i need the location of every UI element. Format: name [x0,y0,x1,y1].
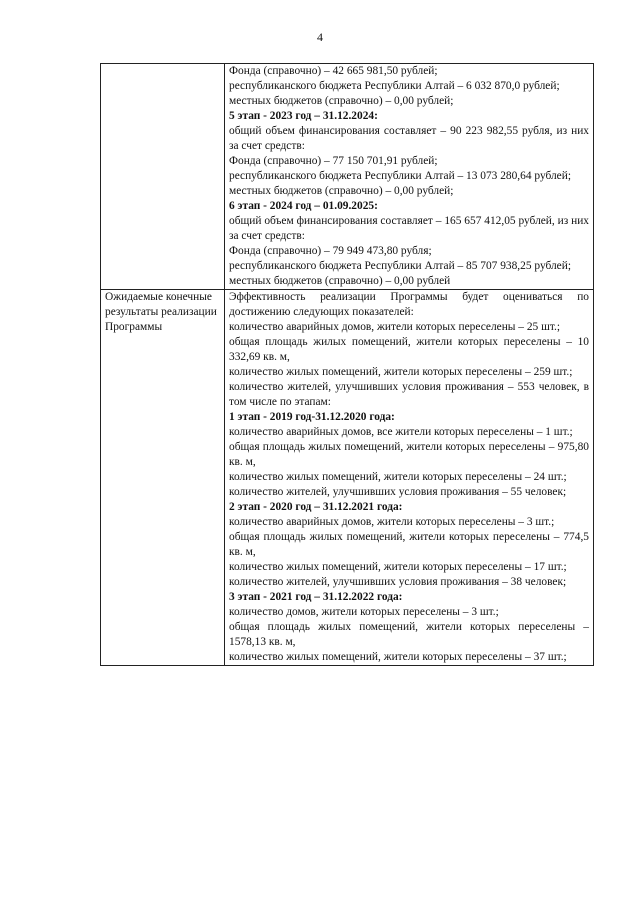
text-line: общий объем финансирования составляет – 90 223 982,55 рубля, из них за счет средств: [229,125,589,152]
stage-heading: 1 этап - 2019 год-31.12.2020 года: [229,411,395,423]
text-line: количество аварийных домов, все жители которых переселены – 1 шт.; [229,426,573,438]
stage-heading: 6 этап - 2024 год – 01.09.2025: [229,200,378,212]
text-line: количество жителей, улучшивших условия проживания – 38 человек; [229,576,567,588]
text-line: количество аварийных домов, жители которых переселены – 25 шт.; [229,321,560,333]
text-line: количество жилых помещений, жители которых переселены – 37 шт.; [229,651,567,663]
table-row-financing [101,64,594,290]
text-line: местных бюджетов (справочно) – 0,00 рублей [229,275,451,287]
text-line: общая площадь жилых помещений, жители которых переселены – 774,5 кв. м, [229,531,589,558]
page-number: 4 [317,30,323,44]
text-line: Эффективность реализации Программы будет оцениваться по достижению следующих показателей: [229,291,589,318]
text-line: общая площадь жилых помещений, жители которых переселены – 1578,13 кв. м, [229,621,589,648]
text-line: количество жителей, улучшивших условия проживания – 55 человек; [229,486,567,498]
stage-heading: 3 этап - 2021 год – 31.12.2022 года: [229,591,403,603]
results-text-cell [225,290,594,666]
text-line: республиканского бюджета Республики Алтай – 6 032 870,0 рублей; [229,80,560,92]
text-line: общая площадь жилых помещений, жители которых переселены – 975,80 кв. м, [229,441,589,468]
label-cell-results [101,290,225,666]
text-line: количество жителей, улучшивших условия проживания – 553 человек, в том числе по этапам: [229,381,589,408]
program-passport-table [100,63,594,666]
label-cell-empty [101,64,225,290]
text-line: Фонда (справочно) – 77 150 701,91 рублей; [229,155,438,167]
text-line: общая площадь жилых помещений, жители которых переселены – 10 332,69 кв. м, [229,336,589,363]
text-line: Фонда (справочно) – 42 665 981,50 рублей; [229,65,438,77]
text-line: количество домов, жители которых переселены – 3 шт.; [229,606,499,618]
text-line: республиканского бюджета Республики Алтай – 85 707 938,25 рублей; [229,260,571,272]
table-row-results [101,290,594,666]
text-line: местных бюджетов (справочно) – 0,00 рублей; [229,95,454,107]
text-line: Фонда (справочно) – 79 949 473,80 рубля; [229,245,432,257]
stage-heading: 2 этап - 2020 год – 31.12.2021 года: [229,501,403,513]
text-line: количество аварийных домов, жители которых переселены – 3 шт.; [229,516,555,528]
text-line: республиканского бюджета Республики Алтай – 13 073 280,64 рублей; [229,170,571,182]
text-line: общий объем финансирования составляет – 165 657 412,05 рублей, из них за счет средств: [229,215,589,242]
text-line: количество жилых помещений, жители которых переселены – 259 шт.; [229,366,573,378]
text-line: количество жилых помещений, жители которых переселены – 17 шт.; [229,561,567,573]
stage-heading: 5 этап - 2023 год – 31.12.2024: [229,110,378,122]
results-label: Ожидаемые конечные результаты реализации Программы [105,291,217,333]
financing-text-cell [225,64,594,290]
text-line: местных бюджетов (справочно) – 0,00 рублей; [229,185,454,197]
text-line: количество жилых помещений, жители которых переселены – 24 шт.; [229,471,567,483]
